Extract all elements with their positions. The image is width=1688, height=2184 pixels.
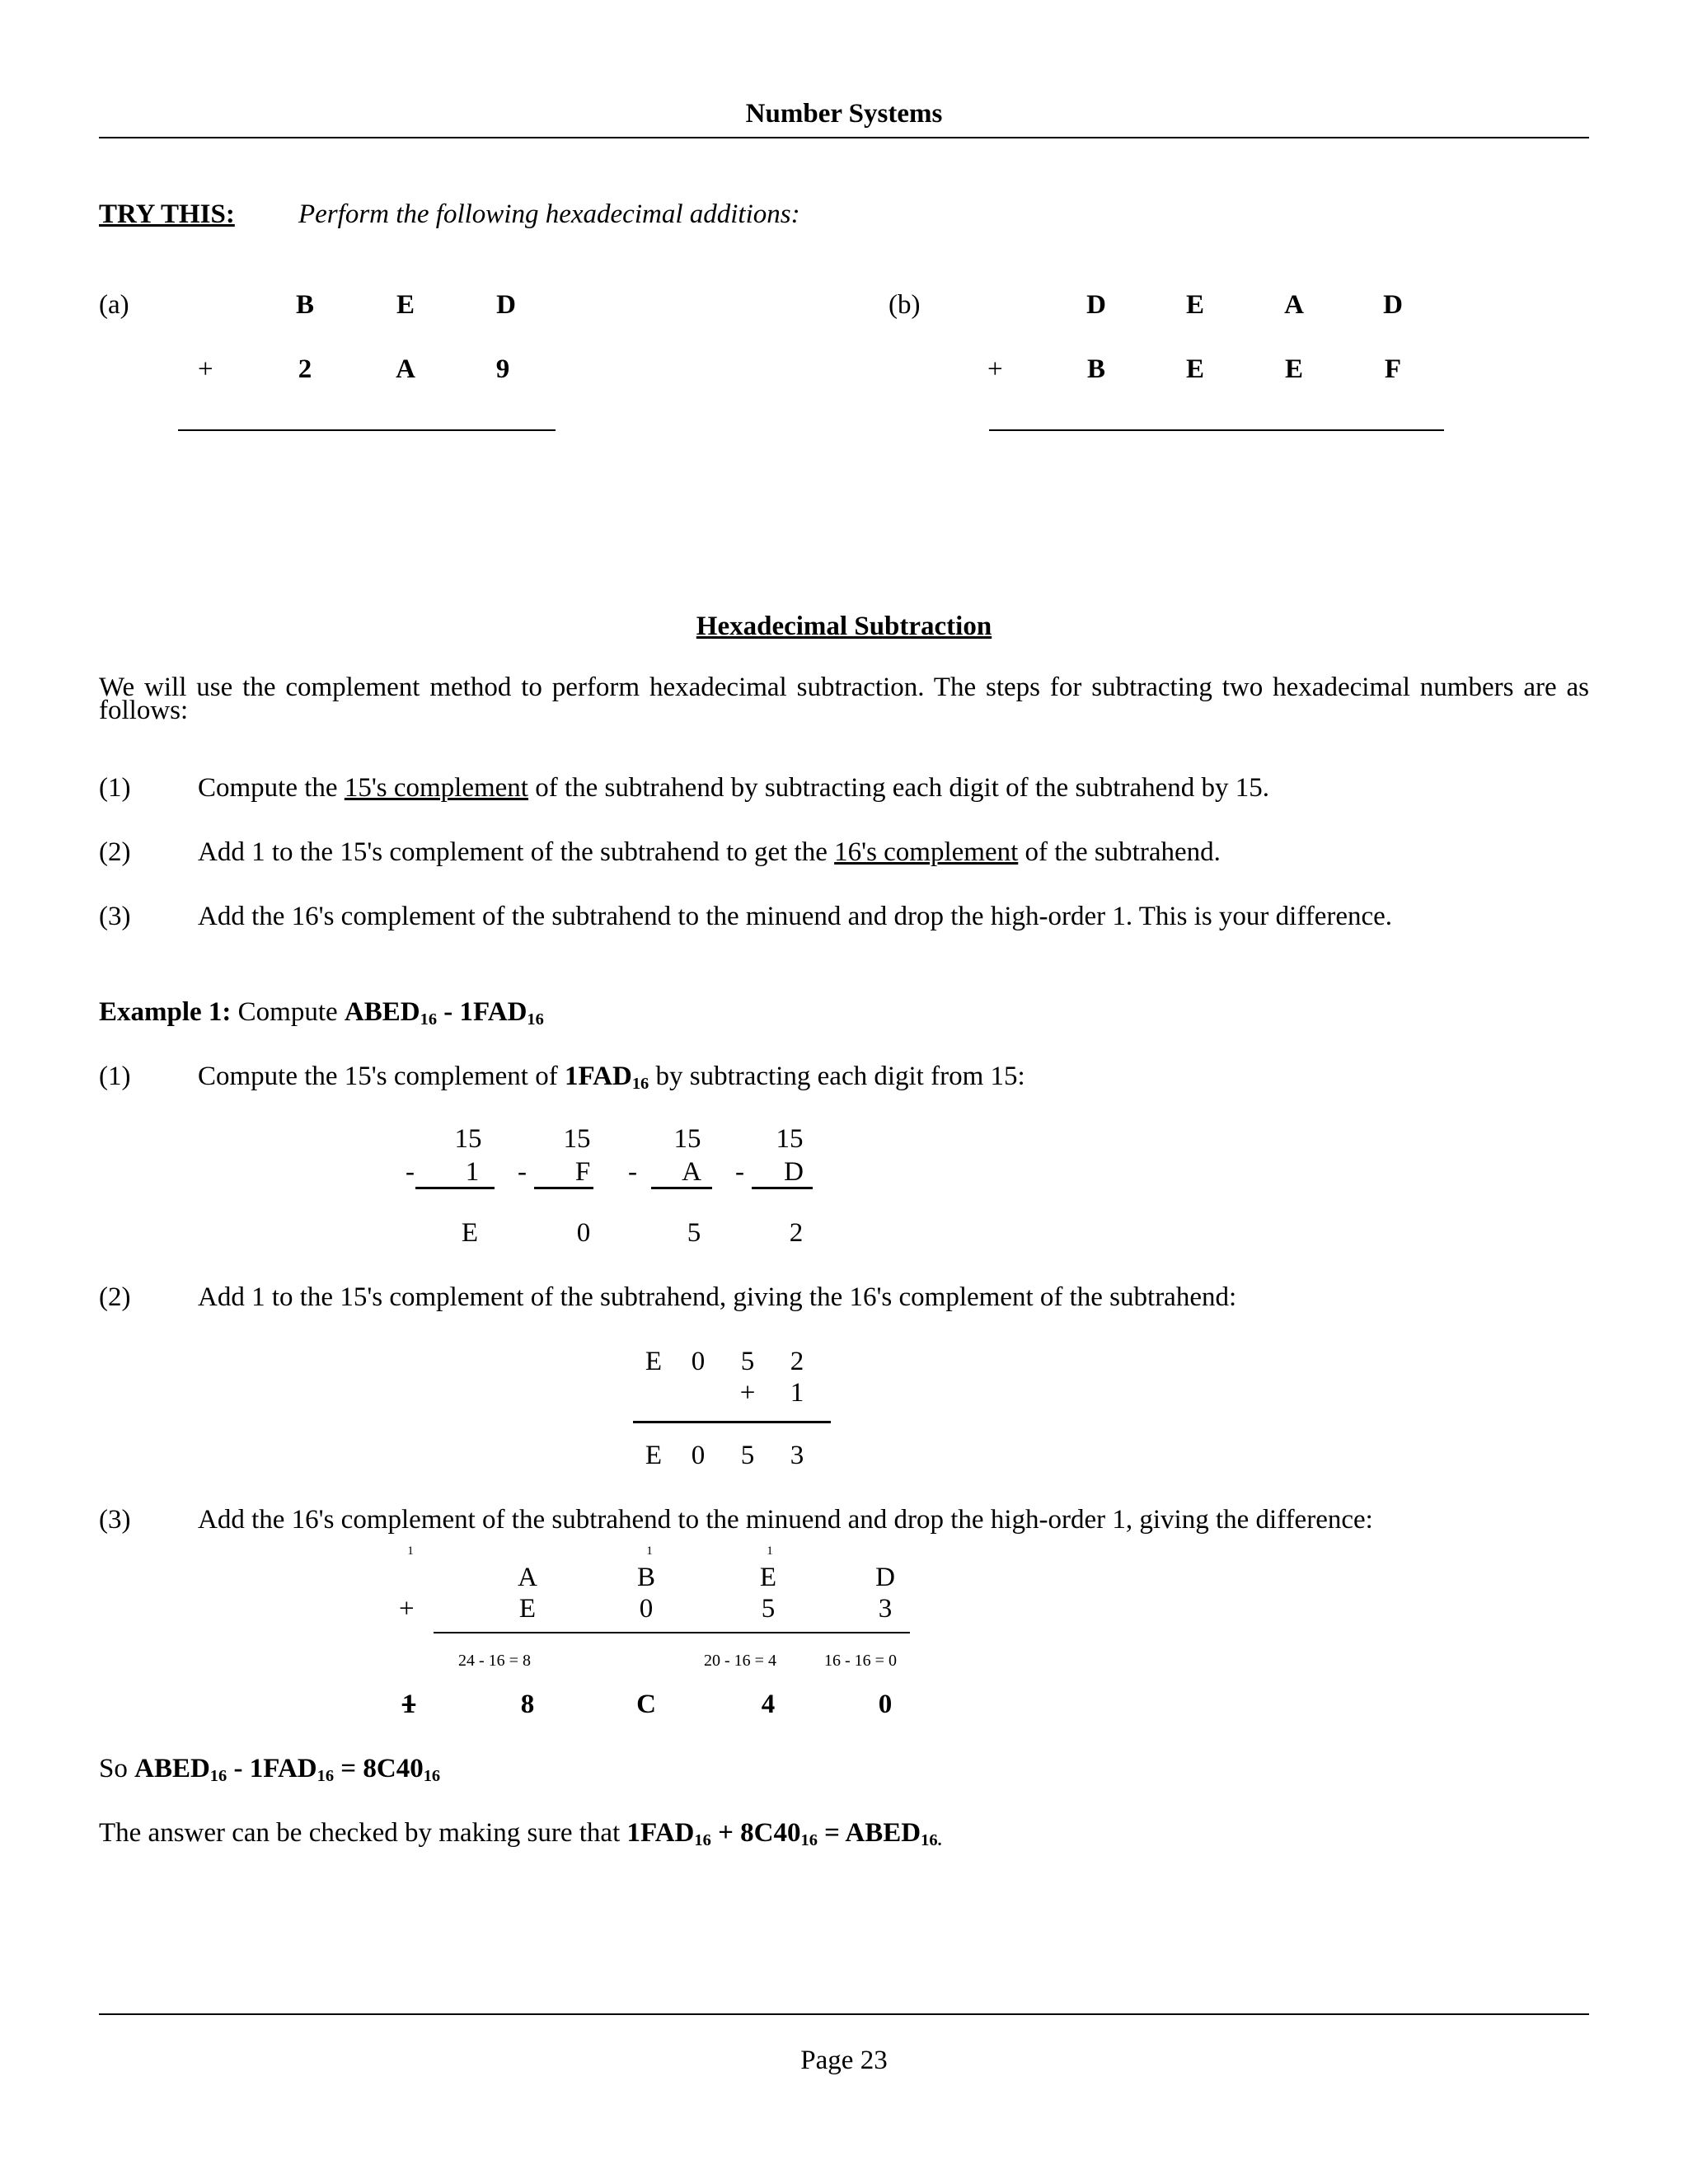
problem-b-plus: + [987,354,1003,384]
problem-b-bottom-digit: B [1086,354,1105,384]
problem-a-bottom-digit: 9 [495,354,510,384]
step-2-text: Add 1 to the 15's complement of the subtrahend to get the 16's complement of the subtrahend. [198,837,1221,867]
complement-digit: 3 [878,1594,893,1624]
complement-digit: 2 [789,1218,804,1248]
example-step-2-text: Add 1 to the 15's complement of the subtrahend, giving the 16's complement of the subtrahend: [198,1282,1237,1312]
subtrahend-digit: A [682,1157,701,1187]
carry-note: 16 - 16 = 0 [824,1652,897,1670]
subtraction-line [415,1187,495,1189]
problem-b-answer-line [989,429,1444,431]
try-this-instruction: Perform the following hexadecimal additions: [298,199,800,229]
section-intro: We will use the complement method to perform hexadecimal subtraction. The steps for subtracting two hexadecimal numbers are as follows: [99,673,1589,725]
problem-a-bottom-digit: 2 [298,354,312,384]
step-1-text: Compute the 15's complement of the subtrahend by subtracting each digit of the subtrahend by 15. [198,773,1269,803]
minuend-digit: D [875,1563,895,1592]
header-rule [99,137,1589,138]
sum-top-digit: 5 [740,1347,755,1376]
subtraction-line [534,1187,593,1189]
step-number: (1) [99,1062,131,1091]
try-this-label: TRY THIS: [99,199,235,229]
complement-digit: 0 [576,1218,591,1248]
problem-a-answer-line [178,429,556,431]
sum-result-digit: 5 [740,1441,755,1470]
carry-note: 20 - 16 = 4 [704,1652,776,1670]
problem-b-top-digit: D [1086,290,1106,320]
fifteen-value: 15 [776,1124,804,1154]
problem-b-top-digit: E [1185,290,1204,320]
check-line: The answer can be checked by making sure that $1FAD_{16} + 8C40_{16}$ = $ABED_{16.}$ [99,1818,942,1850]
sum-result-digit: E [645,1441,663,1470]
problem-b-bottom-digit: F [1384,354,1402,384]
sum-top-digit: 0 [691,1347,706,1376]
example-step-3-text: Add the 16's complement of the subtrahend to the minuend and drop the high-order 1, giving the difference: [198,1505,1373,1535]
complement-digit: 5 [761,1594,776,1624]
subtraction-line [752,1187,813,1189]
problem-a-plus: + [198,354,213,384]
minuend-digit: E [759,1563,777,1592]
subtraction-line [651,1187,712,1189]
plus-sign: + [399,1594,415,1624]
subtrahend-digit: F [574,1157,591,1187]
page-header-title: Number Systems [745,99,943,129]
step-number: (3) [99,1505,131,1535]
minus-sign: - [518,1157,527,1187]
problem-b-top-digit: D [1383,290,1403,320]
problem-a-bottom-digit: A [396,354,415,384]
step-number: (3) [99,902,131,931]
minus-sign: - [628,1157,637,1187]
fifteen-value: 15 [454,1124,482,1154]
sum-top-digit: E [645,1347,663,1376]
sum-top-digit: 2 [790,1347,804,1376]
minus-sign: - [406,1157,415,1187]
example-heading: Example 1: Compute $ABED_{16} - 1FAD_{16}$ [99,997,544,1029]
fifteen-value: 15 [673,1124,701,1154]
plus-sign: + [739,1378,756,1408]
example-step-1-text: Compute the 15's complement of $1FAD_{16}$ by subtracting each digit from 15: [198,1062,1025,1094]
sum-result-digit: 3 [790,1441,804,1470]
problem-a-label: (a) [99,290,129,320]
carry-note: 24 - 16 = 8 [458,1652,531,1670]
fifteen-value: 15 [563,1124,591,1154]
difference-digit: 0 [878,1690,893,1719]
minuend-digit: A [518,1563,537,1592]
carry-digit: 1 [646,1544,653,1558]
sum-result-digit: 0 [691,1441,706,1470]
complement-digit: E [518,1594,537,1624]
problem-a-top-digit: E [396,290,415,320]
problem-b-label: (b) [889,290,921,320]
problem-b-bottom-digit: E [1185,354,1204,384]
problem-a-top-digit: B [295,290,314,320]
complement-digit: 0 [639,1594,654,1624]
footer-rule [99,2013,1589,2015]
subtrahend-digit: D [784,1157,804,1187]
difference-digit: 4 [761,1690,776,1719]
problem-b-top-digit: A [1284,290,1304,320]
complement-digit: E [461,1218,479,1248]
step-number: (1) [99,773,131,803]
difference-digit: 8 [520,1690,535,1719]
step-number: (2) [99,837,131,867]
step-number: (2) [99,1282,131,1312]
addition-line [434,1632,910,1633]
carry-digit: 1 [407,1544,414,1558]
conclusion-line: So $ABED_{16} - 1FAD_{16} = 8C40_{16}$ [99,1754,441,1786]
problem-b-bottom-digit: E [1284,354,1303,384]
sum-line [633,1421,831,1423]
difference-digit: C [636,1690,656,1719]
page-number: Page 23 [800,2046,888,2075]
section-title: Hexadecimal Subtraction [696,612,992,641]
complement-digit: 5 [687,1218,701,1248]
problem-a-top-digit: D [496,290,516,320]
step-3-text: Add the 16's complement of the subtrahend to the minuend and drop the high-order 1. This is your difference. [198,902,1393,931]
minus-sign: - [735,1157,744,1187]
minuend-digit: B [636,1563,655,1592]
dropped-carry-digit: 1 [401,1690,416,1719]
add-one-digit: 1 [790,1378,804,1408]
subtrahend-digit: 1 [465,1157,480,1187]
carry-digit: 1 [767,1544,773,1558]
